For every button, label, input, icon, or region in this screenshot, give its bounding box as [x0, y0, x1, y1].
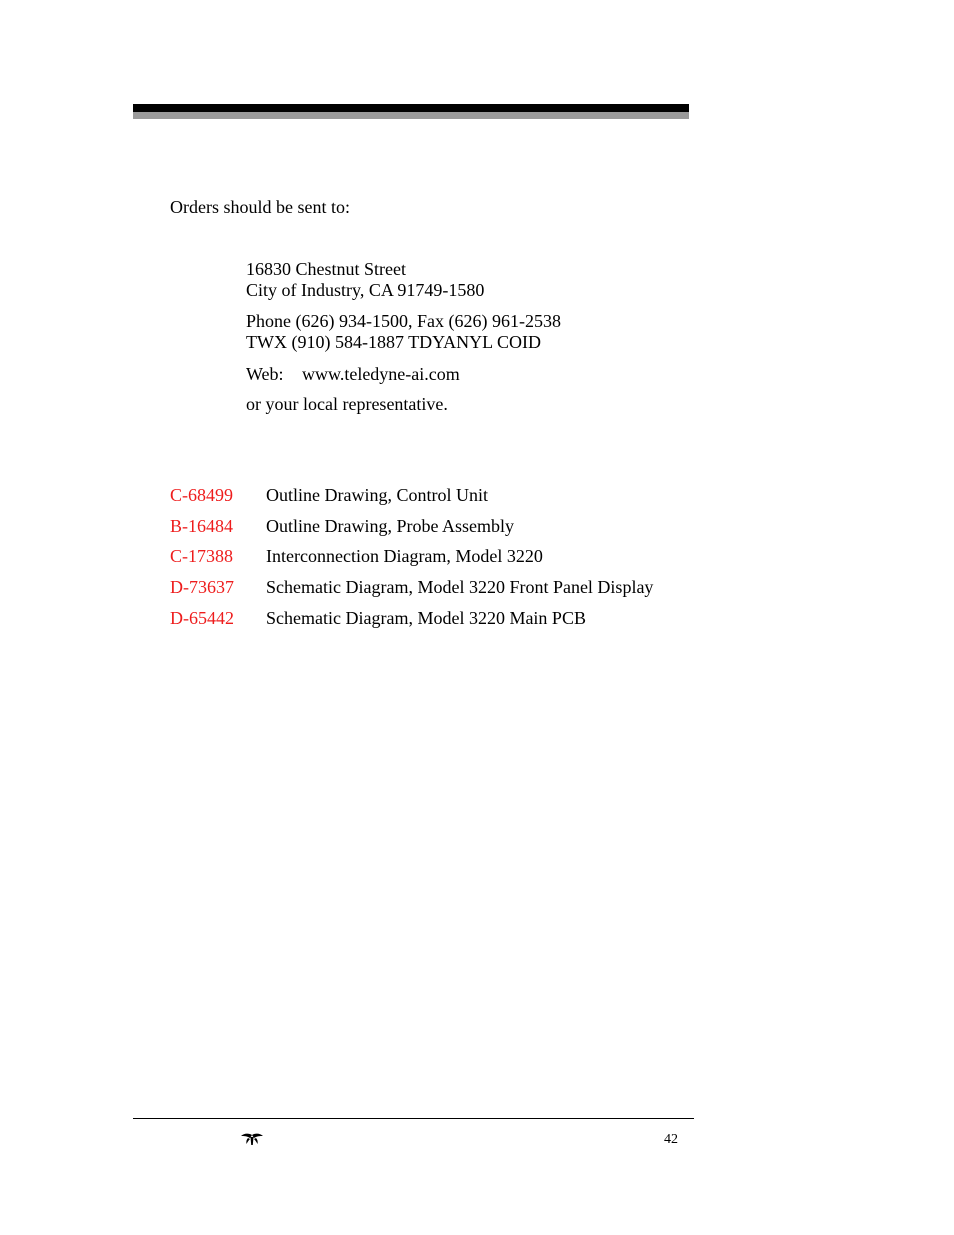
drawing-description: Interconnection Diagram, Model 3220: [266, 546, 543, 566]
drawing-number: D-65442: [170, 608, 234, 628]
drawing-description: Outline Drawing, Probe Assembly: [266, 516, 514, 536]
teledyne-logo-icon: [240, 1132, 264, 1146]
header-rule-gray: [133, 112, 689, 119]
local-representative: or your local representative.: [246, 394, 448, 414]
orders-intro: Orders should be sent to:: [170, 197, 350, 217]
drawing-number: C-17388: [170, 546, 233, 566]
web-url: www.teledyne-ai.com: [302, 364, 460, 384]
drawing-number: D-73637: [170, 577, 234, 597]
drawing-description: Schematic Diagram, Model 3220 Front Panel Display: [266, 577, 654, 597]
page-number: 42: [664, 1132, 678, 1147]
drawing-description: Schematic Diagram, Model 3220 Main PCB: [266, 608, 586, 628]
drawing-description: Outline Drawing, Control Unit: [266, 485, 488, 505]
twx-number: TWX (910) 584-1887 TDYANYL COID: [246, 332, 541, 352]
drawing-number: C-68499: [170, 485, 233, 505]
header-rule-black: [133, 104, 689, 112]
phone-fax: Phone (626) 934-1500, Fax (626) 961-2538: [246, 311, 561, 331]
address-street: 16830 Chestnut Street: [246, 259, 406, 279]
address-city: City of Industry, CA 91749-1580: [246, 280, 485, 300]
drawing-number: B-16484: [170, 516, 233, 536]
footer-rule: [133, 1118, 694, 1119]
web-label: Web:: [246, 364, 284, 384]
